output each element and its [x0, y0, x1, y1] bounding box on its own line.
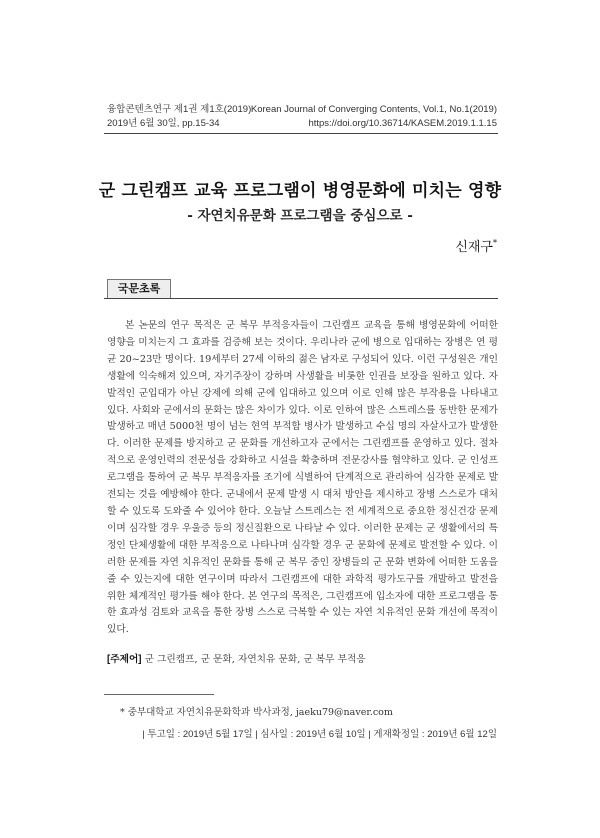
abstract-heading: 국문초록	[107, 279, 171, 299]
abstract-body: 본 논문의 연구 목적은 군 복무 부적응자들이 그린캠프 교육을 통해 병영문화에 어떠한 영향을 미치는지 그 효과를 검증해 보는 것이다. 우리나라 군에 병으로 입대하는 장병은 연 평균 20~23만 명이다. 19세부터 27세 이하의 젊은 남자로 구성되어 있다. 이런 구성원은 개인생활에 익숙해져 있으며, 자기주장이 강하며 사생활을 비롯한 인권을 보장을 원하고 있다. 자발적인 군입대가 아닌 강제에 의해 군에 입대하고 있으며 이로 인해 많은 부작용을 나타내고 있다. 사회와 군에서의 문화는 많은 차이가 있다. 이로 인하여 많은 스트레스를 동반한 문제가 발생하고 매년 5000천 명이 넘는 현역 부적합 병사가 발생하고 수십 명의 자살사고가 발생한다. 이러한 문제를 방지하고 군 문화를 개선하고자 군에서는 그린캠프를 운영하고 있다. 절차적으로 운영인력의 전문성을 강화하고 시설을 확충하며 전문강사를 협약하고 있다. 군 인성프로그램을 통하여 군 복무 부적응자를 조기에 식별하여 단계적으로 관리하여 심각한 문제로 발전되는 것을 예방해야 한다. 군내에서 문제 발생 시 대처 방안을 제시하고 장병 스스로가 대처할 수 있도록 도와줄 수 있어야 한다. 오늘날 스트레스는 전 세계적으로 중요한 정신건강 문제이며 심각할 경우 우울증 등의 정신질환으로 나타날 수 있다. 이러한 문제는 군 생활에서의 특정인 단체생활에 대한 부적응으로 나타나며 심각할 경우 군 문화에 문제로 발전할 수 있다. 이러한 문제를 자연 치유적인 문화를 통해 군 복무 중인 장병들의 군 문화 변화에 어떠한 도움을 줄 수 있는지에 대한 연구이며 따라서 그린캠프에 대한 과학적 평가도구를 개발하고 발전을 위한 체계적인 평가를 해야 한다. 본 연구의 목적은, 그린캠프에 입소자에 대한 프로그램을 통한 효과성 검토와 교육을 통한 장병 스스로 극복할 수 있는 자연 치유적인 문화 개선에 목적이 있다.	[107, 320, 498, 636]
submission-dates: | 투고일 : 2019년 5월 17일 | 심사일 : 2019년 6월 10일 | 게재확정일 : 2019년 6월 12일	[142, 729, 497, 740]
paper-title: 군 그린캠프 교육 프로그램이 병영문화에 미치는 영향	[98, 181, 502, 201]
keywords	[107, 651, 366, 665]
author-name: 신재구	[455, 240, 493, 255]
journal-header-left	[107, 103, 251, 131]
abstract-rule	[104, 298, 498, 299]
doi-link[interactable]: https://doi.org/10.36714/KASEM.2019.1.1.15	[308, 118, 497, 129]
author-mark: *	[493, 238, 497, 248]
author	[455, 236, 497, 255]
publication-date-pages: 2019년 6월 30일, pp.15-34	[107, 118, 220, 129]
journal-name-english: Korean Journal of Converging Contents, Vol.1, No.1(2019)	[250, 104, 497, 115]
paper-subtitle: - 자연치유문화 프로그램을 중심으로 -	[187, 208, 413, 224]
keywords-label: [주제어]	[107, 654, 142, 665]
journal-name-korean: 융합콘텐츠연구 제1권 제1호(2019)	[107, 104, 252, 115]
author-footnote: * 중부대학교 자연치유문화학과 박사과정, jaeku79@naver.com	[120, 707, 393, 718]
footnote-rule	[104, 694, 214, 695]
journal-header-right	[251, 103, 497, 131]
keywords-text: 군 그린캠프, 군 문화, 자연치유 문화, 군 복무 부적응	[144, 654, 366, 665]
header-rule	[104, 133, 498, 134]
